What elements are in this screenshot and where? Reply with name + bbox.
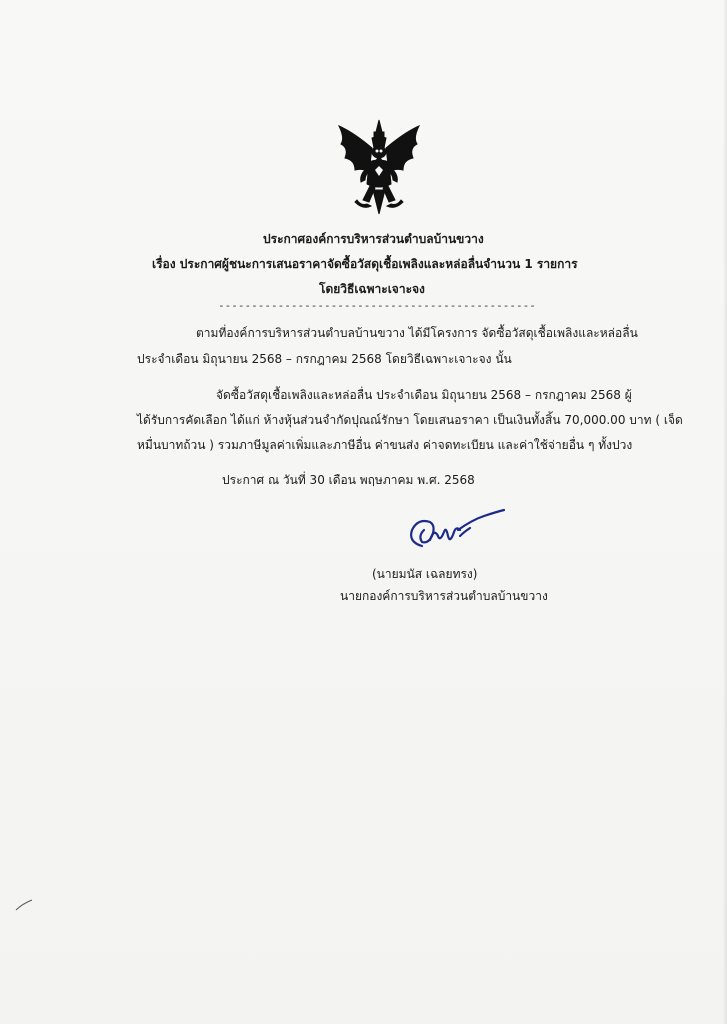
page-edge-shadow — [723, 0, 727, 1024]
announcement-date: ประกาศ ณ วันที่ 30 เดือน พฤษภาคม พ.ศ. 2568 — [222, 473, 475, 487]
announcement-subject: เรื่อง ประกาศผู้ชนะการเสนอราคาจัดซื้อวัสดุเชื้อเพลิงและหล่อลื่นจำนวน 1 รายการ — [152, 257, 578, 271]
paragraph2-line3: หมื่นบาทถ้วน ) รวมภาษีมูลค่าเพิ่มและภาษีอื่น ค่าขนส่ง ค่าจดทะเบียน และค่าใช้จ่ายอื่น ๆ ทั้งปวง — [137, 438, 633, 452]
paragraph2-line1: จัดซื้อวัสดุเชื้อเพลิงและหล่อลื่น ประจำเดือน มิถุนายน 2568 – กรกฎาคม 2568 ผู้ — [216, 388, 632, 402]
procurement-method: โดยวิธีเฉพาะเจาะจง — [319, 282, 425, 296]
paragraph2-line2: ได้รับการคัดเลือก ได้แก่ ห้างหุ้นส่วนจำกัดปุณณ์รักษา โดยเสนอราคา เป็นเงินทั้งสิ้น 70,000.00 บาท ( เจ็ด — [137, 413, 683, 427]
signer-name: (นายมนัส เฉลยทรง) — [372, 567, 478, 581]
org-announcement-title: ประกาศองค์การบริหารส่วนตำบลบ้านขวาง — [263, 232, 484, 246]
signer-position: นายกองค์การบริหารส่วนตำบลบ้านขวาง — [340, 589, 548, 603]
garuda-emblem-icon — [333, 118, 425, 216]
handwritten-signature-icon — [400, 506, 510, 558]
paragraph1-line1: ตามที่องค์การบริหารส่วนตำบลบ้านขวาง ได้มีโครงการ จัดซื้อวัสดุเชื้อเพลิงและหล่อลื่น — [196, 326, 638, 340]
header-separator: ------------------------------------------------ — [218, 299, 536, 312]
stray-pen-mark-icon — [14, 898, 34, 912]
paragraph1-line2: ประจำเดือน มิถุนายน 2568 – กรกฎาคม 2568 โดยวิธีเฉพาะเจาะจง นั้น — [137, 352, 512, 366]
